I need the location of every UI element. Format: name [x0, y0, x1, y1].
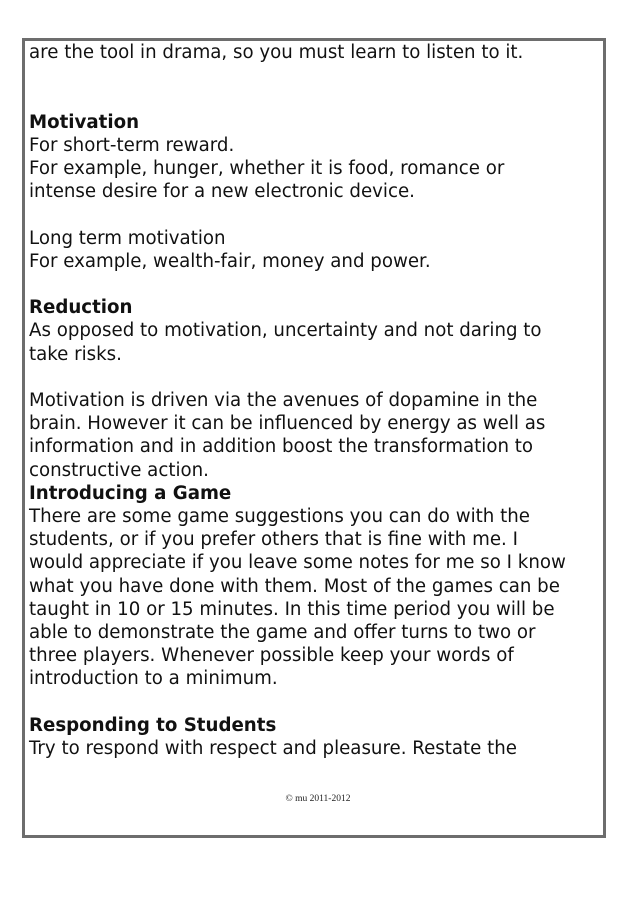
text-line: information and in addition boost the transformation to: [29, 436, 534, 458]
spacer: [29, 64, 606, 110]
page-frame: [22, 38, 606, 838]
text-line: three players. Whenever possible keep your words of: [29, 645, 514, 667]
heading-introducing-a-game: Introducing a Game: [29, 482, 232, 504]
text-line: brain. However it can be influenced by energy as well as: [29, 413, 546, 435]
text-line: taught in 10 or 15 minutes. In this time period you will be: [29, 598, 555, 620]
heading-responding-to-students: Responding to Students: [29, 714, 277, 736]
text-line: Motivation is driven via the avenues of dopamine in the: [29, 389, 538, 411]
text-line: take risks.: [29, 343, 122, 365]
text-line: able to demonstrate the game and offer turns to two or: [29, 622, 536, 644]
spacer: [29, 691, 606, 714]
spacer: [29, 203, 606, 226]
text-line: For short-term reward.: [29, 134, 235, 156]
text-line: students, or if you prefer others that is fine with me. I: [29, 529, 518, 551]
text-line: Try to respond with respect and pleasure. Restate the: [29, 738, 517, 760]
text-line: intense desire for a new electronic device.: [29, 181, 415, 203]
text-line: constructive action.: [29, 459, 209, 481]
text-line: are the tool in drama, so you must learn to listen to it.: [29, 42, 524, 63]
text-line: As opposed to motivation, uncertainty and not daring to: [29, 320, 542, 342]
text-line: For example, wealth-fair, money and power.: [29, 250, 431, 272]
heading-reduction: Reduction: [29, 297, 133, 319]
text-line: introduction to a minimum.: [29, 668, 278, 690]
heading-motivation: Motivation: [29, 111, 140, 133]
text-line: what you have done with them. Most of the games can be: [29, 575, 560, 597]
text-line: Long term motivation: [29, 227, 226, 249]
spacer: [29, 273, 606, 296]
text-line: For example, hunger, whether it is food, romance or: [29, 158, 505, 179]
text-line: There are some game suggestions you can do with the: [29, 506, 530, 527]
text-line: would appreciate if you leave some notes for me so I know: [29, 552, 566, 574]
document-body: [29, 41, 606, 760]
copyright-footer: © mu 2011-2012: [285, 794, 351, 804]
spacer: [29, 366, 606, 389]
